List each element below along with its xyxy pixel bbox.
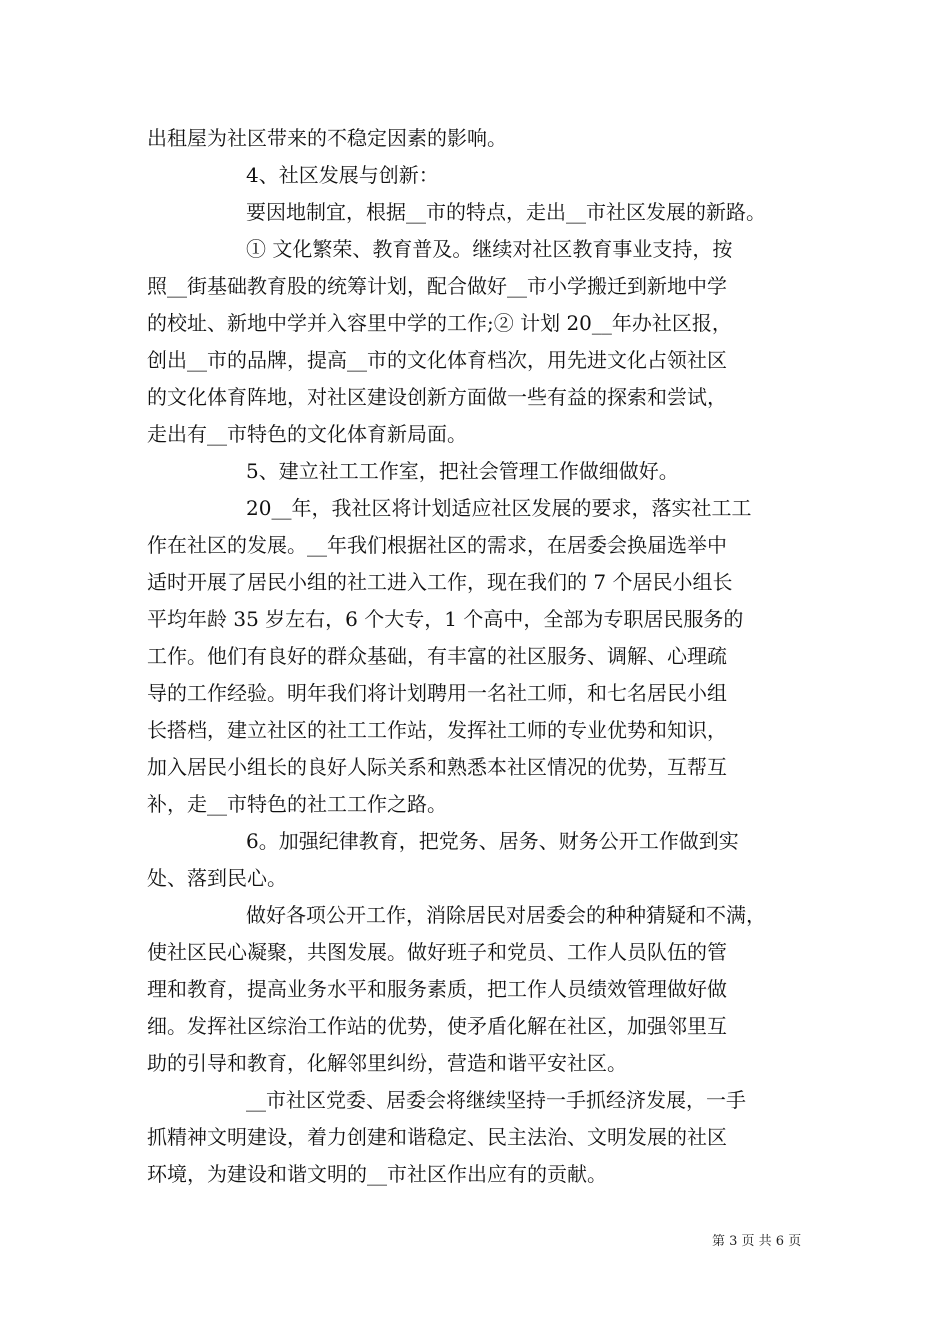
paragraph-line: 做好各项公开工作，消除居民对居委会的种种猜疑和不满， bbox=[246, 903, 766, 927]
section-heading: 5、建立社工工作室，把社会管理工作做细做好。 bbox=[246, 459, 679, 483]
paragraph-line: 长搭档，建立社区的社工工作站，发挥社工师的专业优势和知识， bbox=[147, 718, 727, 742]
paragraph-line: 处、落到民心。 bbox=[147, 866, 287, 890]
paragraph-line: 照__街基础教育股的统筹计划，配合做好__市小学搬迁到新地中学 bbox=[147, 274, 727, 298]
section-heading: 6。加强纪律教育，把党务、居务、财务公开工作做到实 bbox=[246, 829, 739, 853]
paragraph-line: 环境，为建设和谐文明的__市社区作出应有的贡献。 bbox=[147, 1162, 607, 1186]
paragraph-line: 出租屋为社区带来的不稳定因素的影响。 bbox=[147, 126, 507, 150]
paragraph-line: 20__年，我社区将计划适应社区发展的要求，落实社工工 bbox=[246, 496, 752, 520]
paragraph-line: 补，走__市特色的社工工作之路。 bbox=[147, 792, 447, 816]
paragraph-line: 加入居民小组长的良好人际关系和熟悉本社区情况的优势，互帮互 bbox=[147, 755, 727, 779]
paragraph-line: 的文化体育阵地，对社区建设创新方面做一些有益的探索和尝试， bbox=[147, 385, 727, 409]
paragraph-line: 使社区民心凝聚，共图发展。做好班子和党员、工作人员队伍的管 bbox=[147, 940, 727, 964]
paragraph-line: 理和教育，提高业务水平和服务素质，把工作人员绩效管理做好做 bbox=[147, 977, 727, 1001]
paragraph-line: 平均年龄 35 岁左右，6 个大专，1 个高中，全部为专职居民服务的 bbox=[147, 607, 744, 631]
paragraph-line: 要因地制宜，根据__市的特点，走出__市社区发展的新路。 bbox=[246, 200, 766, 224]
paragraph-line: 抓精神文明建设，着力创建和谐稳定、民主法治、文明发展的社区 bbox=[147, 1125, 727, 1149]
paragraph-line: 细。发挥社区综治工作站的优势，使矛盾化解在社区，加强邻里互 bbox=[147, 1014, 727, 1038]
paragraph-line: 创出__市的品牌，提高__市的文化体育档次，用先进文化占领社区 bbox=[147, 348, 727, 372]
paragraph-line: 适时开展了居民小组的社工进入工作，现在我们的 7 个居民小组长 bbox=[147, 570, 733, 594]
paragraph-line: 作在社区的发展。__年我们根据社区的需求，在居委会换届选举中 bbox=[147, 533, 727, 557]
paragraph-line: __市社区党委、居委会将继续坚持一手抓经济发展，一手 bbox=[246, 1088, 746, 1112]
page-number-footer: 第 3 页 共 6 页 bbox=[712, 1234, 802, 1249]
paragraph-line: 工作。他们有良好的群众基础，有丰富的社区服务、调解、心理疏 bbox=[147, 644, 727, 668]
paragraph-line: 的校址、新地中学并入容里中学的工作;② 计划 20__年办社区报， bbox=[147, 311, 732, 335]
paragraph-line: 助的引导和教育，化解邻里纠纷，营造和谐平安社区。 bbox=[147, 1051, 627, 1075]
paragraph-line: 走出有__市特色的文化体育新局面。 bbox=[147, 422, 467, 446]
paragraph-line: ① 文化繁荣、教育普及。继续对社区教育事业支持，按 bbox=[246, 237, 733, 261]
paragraph-line: 导的工作经验。明年我们将计划聘用一名社工师，和七名居民小组 bbox=[147, 681, 727, 705]
section-heading: 4、社区发展与创新： bbox=[246, 163, 439, 187]
